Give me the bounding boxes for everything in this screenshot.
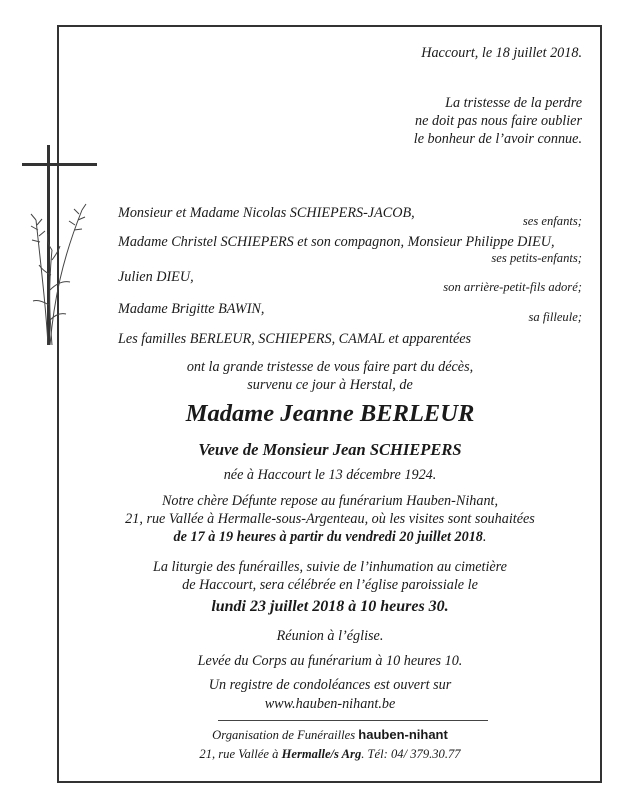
wheat-icon <box>22 180 102 350</box>
register-line: Un registre de condoléances est ouvert sur <box>208 677 452 693</box>
funerarium-line-1: Notre chère Défunte repose au funérarium Hauben-Nihant, <box>161 493 499 509</box>
announcement-line-2: survenu ce jour à Herstal, de <box>247 377 413 393</box>
quote-line-3: le bonheur de l’avoir connue. <box>413 131 582 147</box>
family-relation-3: son arrière-petit-fils adoré; <box>443 280 582 294</box>
footer-divider <box>218 720 488 721</box>
funeral-datetime: lundi 23 juillet 2018 à 10 heures 30. <box>211 598 449 615</box>
announcement-line-1: ont la grande tristesse de vous faire part du décès, <box>186 359 474 375</box>
meeting-line: Réunion à l’église. <box>276 628 384 644</box>
liturgy-line-1: La liturgie des funérailles, suivie de l’inhumation au cimetière <box>153 559 507 575</box>
website-link[interactable]: www.hauben-nihant.be <box>264 696 396 712</box>
family-relation-4: sa filleule; <box>528 310 582 324</box>
family-name-1: Monsieur et Madame Nicolas SCHIEPERS-JACOB, <box>118 205 415 221</box>
funerarium-line-3: de 17 à 19 heures à partir du vendredi 20 juillet 2018. <box>173 529 487 545</box>
family-relation-2: ses petits-enfants; <box>491 251 582 265</box>
family-name-3: Julien DIEU, <box>118 269 194 285</box>
quote-line-2: ne doit pas nous faire oublier <box>415 113 582 129</box>
quote-line-1: La tristesse de la perdre <box>445 95 582 111</box>
birth-line: née à Haccourt le 13 décembre 1924. <box>223 467 437 483</box>
family-relation-1: ses enfants; <box>522 214 582 228</box>
cross-arm <box>22 163 97 166</box>
visit-hours: de 17 à 19 heures à partir du vendredi 20 juillet 2018 <box>173 529 483 545</box>
family-name-4: Madame Brigitte BAWIN, <box>118 301 265 317</box>
family-name-2: Madame Christel SCHIEPERS et son compagnon, Monsieur Philippe DIEU, <box>118 234 555 250</box>
footer-address-line: 21, rue Vallée à Hermalle/s Arg. Tél: 04/ 379.30.77 <box>199 747 461 761</box>
date-line: Haccourt, le 18 juillet 2018. <box>421 45 582 61</box>
levee-line: Levée du Corps au funérarium à 10 heures 10. <box>197 653 463 669</box>
brand-logo: hauben-nihant <box>358 727 448 742</box>
family-name-5: Les familles BERLEUR, SCHIEPERS, CAMAL et apparentées <box>118 331 472 347</box>
deceased-name: Madame Jeanne BERLEUR <box>185 400 475 427</box>
funerarium-line-2: 21, rue Vallée à Hermalle-sous-Argenteau, où les visites sont souhaitées <box>125 511 535 527</box>
liturgy-line-2: de Haccourt, sera célébrée en l’église paroissiale le <box>182 577 478 593</box>
footer-org-line: Organisation de Funérailles hauben-nihant <box>212 727 448 742</box>
deceased-spouse: Veuve de Monsieur Jean SCHIEPERS <box>198 440 462 459</box>
